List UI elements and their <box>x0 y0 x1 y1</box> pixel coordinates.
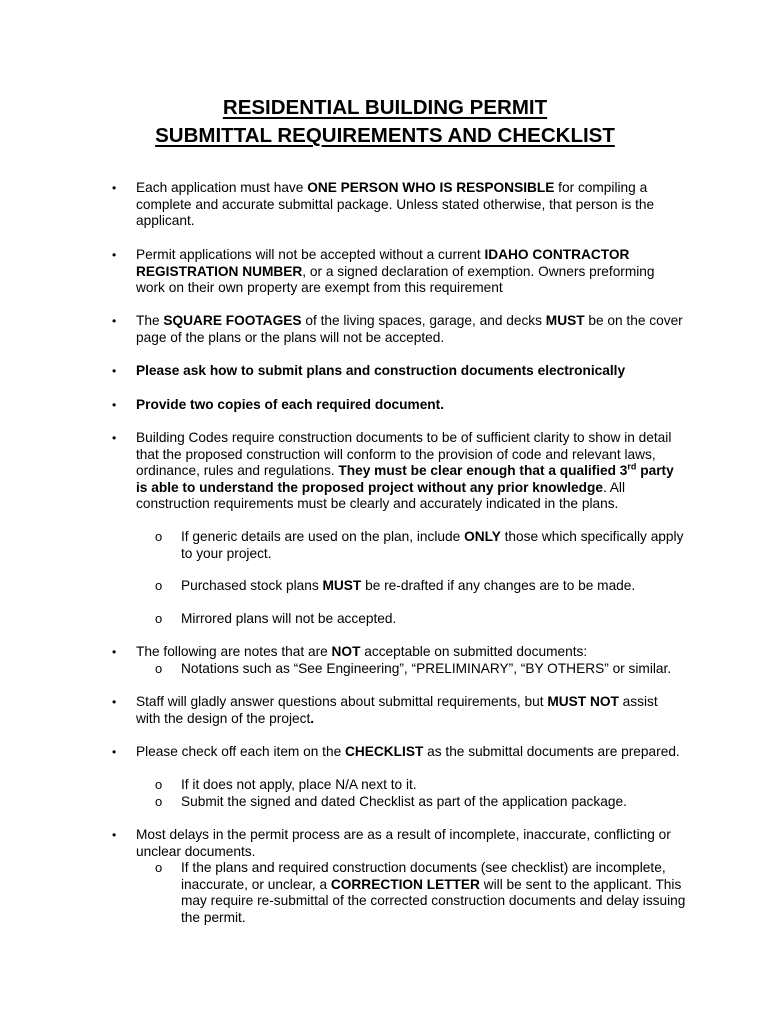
circle-bullet-icon: o <box>155 777 163 792</box>
bullet-icon: • <box>112 828 117 842</box>
requirement-unacceptable-notes: • The following are notes that are NOT acceptable on submitted documents: <box>112 644 588 659</box>
sub-item-stock-plans: o Purchased stock plans MUST be re-drafted if any changes are to be made. <box>155 578 636 593</box>
requirement-two-copies: • Provide two copies of each required document. <box>112 397 445 412</box>
requirement-staff-assistance: • Staff will gladly answer questions about submittal requirements, but MUST NOT assist with the design of the project. <box>112 694 658 726</box>
sub-item-not-applicable: o If it does not apply, place N/A next to it. <box>155 777 417 792</box>
circle-bullet-icon: o <box>155 661 163 676</box>
requirement-delays: • Most delays in the permit process are as a result of incomplete, inaccurate, conflicting or unclear documents. <box>112 827 671 859</box>
requirement-electronic-submission: • Please ask how to submit plans and construction documents electronically <box>112 363 626 378</box>
bullet-icon: • <box>112 431 117 445</box>
requirement-checklist: • Please check off each item on the CHECKLIST as the submittal documents are prepared. <box>112 744 680 759</box>
page-subtitle: SUBMITTAL REQUIREMENTS AND CHECKLIST <box>155 124 615 147</box>
bullet-icon: • <box>112 695 117 709</box>
page-title: RESIDENTIAL BUILDING PERMIT <box>222 96 548 119</box>
sub-item-generic-details: o If generic details are used on the plan, include ONLY those which specifically apply to your project. <box>155 529 684 561</box>
sub-item-submit-checklist: o Submit the signed and dated Checklist as part of the application package. <box>155 794 627 809</box>
bullet-icon: • <box>112 181 117 195</box>
requirement-contractor-registration: • Permit applications will not be accepted without a current IDAHO CONTRACTOR REGISTRATION NUMBER, or a signed declaration of exemption. Owners preforming work on their own property are exempt from this requirement <box>112 247 655 296</box>
bullet-icon: • <box>112 248 117 262</box>
circle-bullet-icon: o <box>155 860 163 875</box>
requirement-document-clarity: • Building Codes require construction documents to be of sufficient clarity to show in detail that the proposed construction will conform to the provision of code and relevant laws, ordinance, rules and regulations. They must be clear enough that a qualified 3rd party is able to understand the proposed project without any prior knowledge. All construction requirements must be clearly and accurately indicated in the plans. <box>112 430 674 512</box>
bullet-icon: • <box>112 314 117 328</box>
circle-bullet-icon: o <box>155 794 163 809</box>
circle-bullet-icon: o <box>155 578 163 593</box>
bullet-icon: • <box>112 398 117 412</box>
bullet-icon: • <box>112 745 117 759</box>
bullet-icon: • <box>112 364 117 378</box>
sub-item-notations: o Notations such as “See Engineering”, “PRELIMINARY”, “BY OTHERS” or similar. <box>155 661 672 676</box>
sub-item-correction-letter: o If the plans and required construction documents (see checklist) are incomplete, inaccurate, or unclear, a CORRECTION LETTER will be sent to the applicant. This may require re-submittal of the corrected construction documents and delay issuing the permit. <box>155 860 686 925</box>
sub-item-mirrored-plans: o Mirrored plans will not be accepted. <box>155 611 397 626</box>
requirement-square-footages: • The SQUARE FOOTAGES of the living spaces, garage, and decks MUST be on the cover page of the plans or the plans will not be accepted. <box>112 313 683 345</box>
bullet-icon: • <box>112 645 117 659</box>
requirement-responsible-person: • Each application must have ONE PERSON WHO IS RESPONSIBLE for compiling a complete and accurate submittal package. Unless stated otherwise, that person is the applicant. <box>112 180 655 229</box>
circle-bullet-icon: o <box>155 611 163 626</box>
circle-bullet-icon: o <box>155 529 163 544</box>
